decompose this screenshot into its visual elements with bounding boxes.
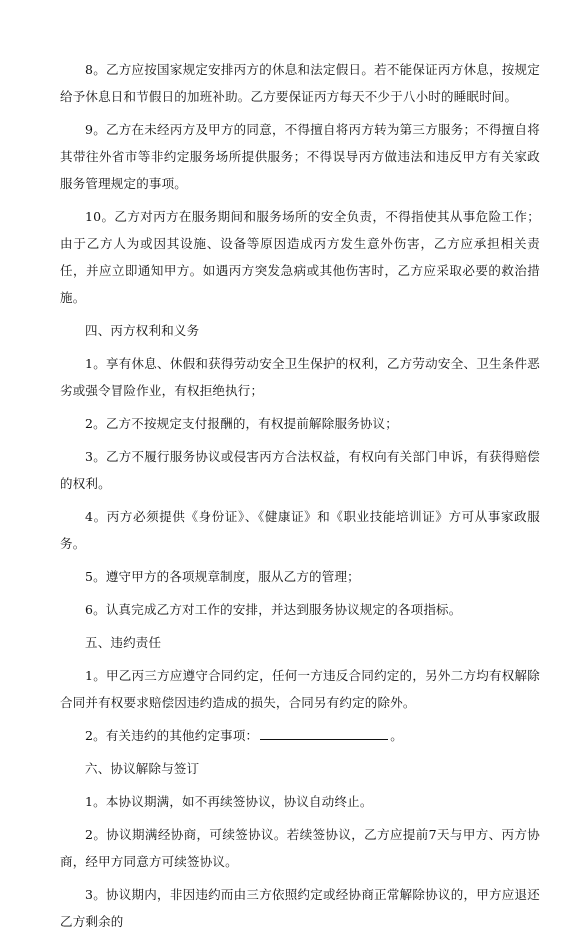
- clause-9: 9。乙方在未经丙方及甲方的同意，不得擅自将丙方转为第三方服务；不得擅自将其带往外省市等非约定服务场所提供服务；不得误导丙方做违法和违反甲方有关家政服务管理规定的事项。: [60, 122, 540, 191]
- section-4-heading: 四、丙方权利和义务: [85, 323, 200, 338]
- section-5-item-2: [60, 722, 540, 749]
- section-4-item-3: 3。乙方不履行服务协议或侵害丙方合法权益，有权向有关部门申诉，有获得赔偿的权利。: [60, 449, 540, 491]
- section-4-item-5: 5。遵守甲方的各项规章制度，服从乙方的管理；: [85, 569, 360, 584]
- clause-10: 10。乙方对丙方在服务期间和服务场所的安全负责，不得指使其从事危险工作；由于乙方人为或因其设施、设备等原因造成丙方发生意外伤害，乙方应承担相关责任，并应立即通知甲方。如遇丙方突发急病或其他伤害时，乙方应采取必要的救治措施。: [60, 209, 540, 305]
- section-5-item-1: 1。甲乙丙三方应遵守合同约定，任何一方违反合同约定的，另外二方均有权解除合同并有权要求赔偿因违约造成的损失，合同另有约定的除外。: [60, 668, 540, 710]
- section-6-item-1: 1。本协议期满，如不再续签协议，协议自动终止。: [85, 794, 373, 809]
- section-6-item-3: 3。协议期内，非因违约而由三方依照约定或经协商正常解除协议的，甲方应退还乙方剩余的: [60, 887, 540, 929]
- clause-8: 8。乙方应按国家规定安排丙方的休息和法定假日。若不能保证丙方休息，按规定给予休息日和节假日的加班补助。乙方要保证丙方每天不少于八小时的睡眠时间。: [60, 62, 540, 104]
- section-5-item-2-text: 2。有关违约的其他约定事项：: [85, 728, 259, 743]
- document-body: [60, 56, 540, 941]
- section-4-item-1: 1。享有休息、休假和获得劳动安全卫生保护的权利，乙方劳动安全、卫生条件恶劣或强令冒险作业，有权拒绝执行；: [60, 356, 540, 398]
- section-5-item-2-end: 。: [390, 728, 403, 743]
- section-5-heading: 五、违约责任: [85, 635, 162, 650]
- section-6-heading: 六、协议解除与签订: [85, 761, 200, 776]
- section-4-item-4: 4。丙方必须提供《身份证》、《健康证》和《职业技能培训证》方可从事家政服务。: [60, 509, 540, 551]
- section-4-item-2: 2。乙方不按规定支付报酬的，有权提前解除服务协议；: [85, 416, 398, 431]
- section-4-item-6: 6。认真完成乙方对工作的安排，并达到服务协议规定的各项指标。: [85, 602, 462, 617]
- fill-in-blank-line: [260, 725, 388, 740]
- section-6-item-2: 2。协议期满经协商，可续签协议。若续签协议，乙方应提前7天与甲方、丙方协商，经甲方同意方可续签协议。: [60, 827, 540, 869]
